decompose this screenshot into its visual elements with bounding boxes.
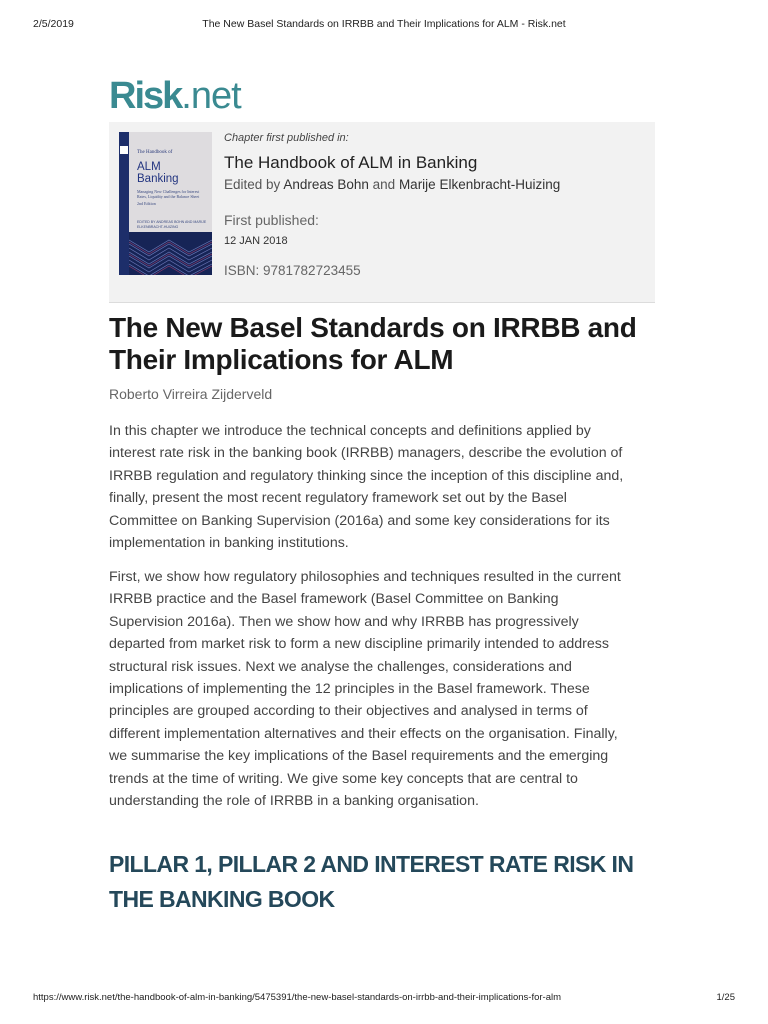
editor-link-marije-elkenbracht-huizing[interactable]: Marije Elkenbracht-Huizing [398,177,561,192]
cover-publisher-logo-icon [120,146,128,154]
article-paragraph: First, we show how regulatory philosophies and techniques resulted in the current IRRBB practice and the Basel framework (Basel Committee on Banking Supervision 2016a). Then we show how and why IRRBB has progressively departed from market risk to form a new discipline primarily intended to address structural risk issues. Next we analyse the challenges, considerations and implications of implementing the 12 principles in the Basel framework. These principles are grouped according to their objectives and analysed in terms of different implementation alternatives and their effects on the organisation. Finally, we summarise the key implications of the Basel requirements and the emerging trends at the time of writing. We give some key concepts that are central to understanding the role of IRRBB in a banking organisation. [109,569,621,810]
cover-title-line-2: Banking [137,173,179,185]
isbn: ISBN: 9781782723455 [224,263,361,278]
cover-art-graphic [129,232,212,275]
print-page-number: 1/25 [716,992,735,1003]
book-title-link[interactable]: The Handbook of ALM in Banking [224,153,478,172]
cover-small-line: The Handbook of [137,150,173,155]
article-title: The New Basel Standards on IRRBB and Their Implications for ALM [109,312,637,375]
first-published-label: First published: [224,212,319,228]
book-info-box [109,122,655,303]
print-url: https://www.risk.net/the-handbook-of-alm-in-banking/5475391/the-new-basel-standards-on-irrbb-and-their-implications-for-alm [33,992,562,1003]
article-author[interactable]: Roberto Virreira Zijderveld [109,386,273,402]
chapter-published-label: Chapter first published in: [224,132,349,144]
editor-link-andreas-bohn[interactable]: Andreas Bohn [283,177,369,192]
first-published-date: 12 JAN 2018 [224,235,288,247]
cover-subtitle-text: Managing New Challenges for Interest Rates, Liquidity and the Balance Sheet [137,189,200,199]
print-page-title: The New Basel Standards on IRRBB and Their Implications for ALM - Risk.net [202,18,566,30]
book-cover-image[interactable] [119,132,212,275]
logo-text-bold: Risk [109,75,182,117]
print-date: 2/5/2019 [33,18,74,30]
print-footer [0,992,768,1006]
editor-conjunction: and [372,177,396,192]
cover-title [137,161,179,185]
section-heading: PILLAR 1, PILLAR 2 AND INTEREST RATE RISK IN THE BANKING BOOK [109,851,634,912]
cover-title-line-1: ALM [137,161,161,173]
cover-subtitle [137,189,209,206]
edited-by-label: Edited by [224,177,281,192]
article-paragraph: In this chapter we introduce the technical concepts and definitions applied by interest rate risk in the banking book (IRRBB) managers, describe the evolution of IRRBB regulation and regulatory thinking since the inception of this discipline and, finally, present the most recent regulatory framework set out by the Basel Committee on Banking Supervision (2016a) and some key considerations for its implementation in banking institutions. [109,423,624,552]
edited-by-line [224,177,560,192]
cover-editors: EDITED BY ANDREAS BOHN AND MARIJE ELKENBRACHT-HUIZING [137,220,207,229]
logo-text-light: .net [181,75,241,117]
risk-net-logo[interactable] [109,76,241,116]
cover-edition: 2nd Edition [137,201,156,206]
print-header [0,18,768,32]
